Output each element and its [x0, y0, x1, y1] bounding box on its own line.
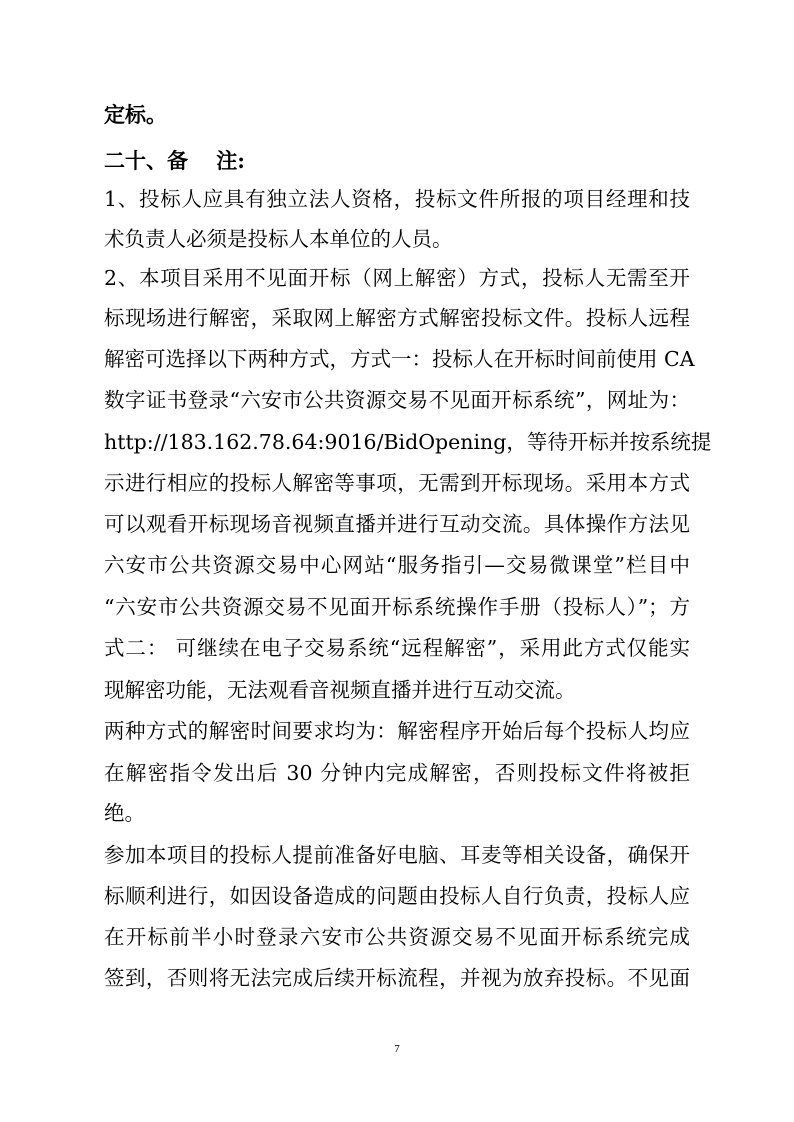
paragraph-3-line-2: 在解密指令发出后 30 分钟内完成解密，否则投标文件将被拒: [104, 761, 690, 785]
page-number: 7: [394, 1043, 400, 1055]
paragraph-2-line-5-url: http://183.162.78.64:9016/BidOpening，等待开标并按系统提: [104, 430, 712, 454]
paragraph-2-line-9: “六安市公共资源交易不见面开标系统操作手册（投标人）”；方: [104, 595, 690, 619]
paragraph-3-line-3: 绝。: [104, 801, 145, 825]
text-line-continuation: 定标。: [104, 102, 167, 127]
paragraph-2-line-8: 六安市公共资源交易中心网站“服务指引—交易微课堂”栏目中: [104, 553, 690, 577]
paragraph-2-line-3: 解密可选择以下两种方式，方式一：投标人在开标时间前使用 CA: [104, 347, 695, 371]
paragraph-2-line-2: 标现场进行解密，采取网上解密方式解密投标文件。投标人远程: [104, 306, 690, 330]
paragraph-4-line-1: 参加本项目的投标人提前准备好电脑、耳麦等相关设备，确保开: [104, 843, 690, 867]
paragraph-2-line-4: 数字证书登录“六安市公共资源交易不见面开标系统”，网址为：: [104, 388, 690, 412]
paragraph-1-line-1: 1、投标人应具有独立法人资格，投标文件所报的项目经理和技: [104, 187, 690, 211]
section-heading-remarks: 二十、备 注:: [104, 148, 246, 173]
paragraph-2-line-10: 式二： 可继续在电子交易系统“远程解密”，采用此方式仅能实: [104, 636, 690, 660]
paragraph-2-line-7: 可以观看开标现场音视频直播并进行互动交流。具体操作方法见: [104, 512, 690, 536]
paragraph-2-line-11: 现解密功能，无法观看音视频直播并进行互动交流。: [104, 678, 576, 702]
paragraph-3-line-1: 两种方式的解密时间要求均为：解密程序开始后每个投标人均应: [104, 719, 690, 743]
paragraph-4-line-4: 签到，否则将无法完成后续开标流程，并视为放弃投标。不见面: [104, 966, 690, 990]
paragraph-4-line-3: 在开标前半小时登录六安市公共资源交易不见面开标系统完成: [104, 925, 690, 949]
paragraph-1-line-2: 术负责人必须是投标人本单位的人员。: [104, 227, 453, 251]
paragraph-2-line-1: 2、本项目采用不见面开标（网上解密）方式，投标人无需至开: [104, 266, 690, 290]
paragraph-4-line-2: 标顺利进行，如因设备造成的问题由投标人自行负责，投标人应: [104, 884, 690, 908]
paragraph-2-line-6: 示进行相应的投标人解密等事项，无需到开标现场。采用本方式: [104, 471, 690, 495]
